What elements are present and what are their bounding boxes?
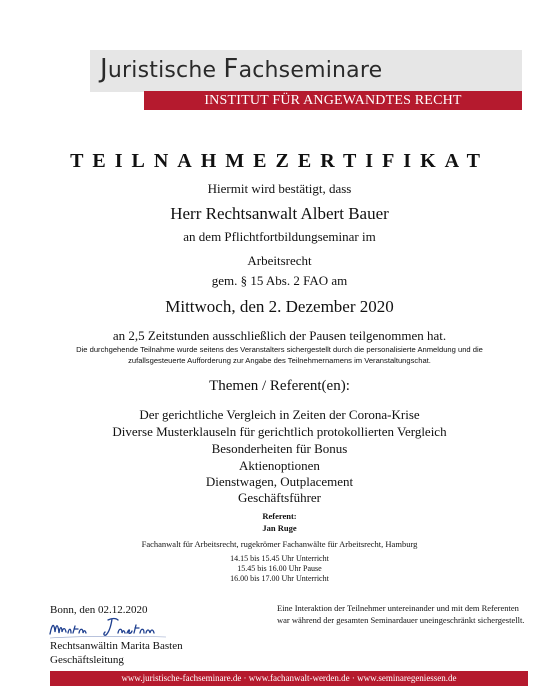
field-of-law: Arbeitsrecht	[247, 253, 312, 268]
handwritten-signature	[46, 614, 176, 642]
place-date: Bonn, den 02.12.2020	[50, 604, 148, 616]
speaker-description: Fachanwalt für Arbeitsrecht, rugekrömer Fachanwälte für Arbeitsrecht, Hamburg	[141, 539, 418, 549]
topic-item: Aktienoptionen	[239, 458, 320, 473]
signatory-role: Geschäftsleitung	[50, 654, 124, 666]
seminar-date: Mittwoch, den 2. Dezember 2020	[165, 297, 394, 316]
schedule-item: 16.00 bis 17.00 Uhr Unterricht	[230, 574, 329, 583]
footer-links: www.juristische-fachseminare.de · www.fachanwalt-werden.de · www.seminaregeniessen.de	[121, 673, 457, 683]
intro-text: Hiermit wird bestätigt, dass	[207, 181, 352, 196]
topic-item: Besonderheiten für Bonus	[211, 441, 348, 456]
regulation-line: gem. § 15 Abs. 2 FAO am	[211, 273, 348, 288]
brand-word-1: uristische	[107, 58, 224, 83]
topics-heading: Themen / Referent(en):	[209, 378, 350, 394]
certificate-title: TEILNAHMEZERTIFIKAT	[70, 150, 489, 172]
seminar-line: an dem Pflichtfortbildungseminar im	[183, 229, 376, 244]
topic-item: Geschäftsführer	[237, 490, 321, 505]
schedule-item: 15.45 bis 16.00 Uhr Pause	[237, 564, 322, 573]
participant-name: Herr Rechtsanwalt Albert Bauer	[170, 204, 389, 223]
speaker-label: Referent:	[262, 511, 297, 521]
brand-cap-f: F	[223, 54, 239, 84]
institute-label: INSTITUT FÜR ANGEWANDTES RECHT	[204, 93, 462, 108]
disclaimer-line-2: zufallsgesteuerte Aufforderung zur Angabe des Teilnehmernamens im Veranstaltungschat.	[128, 356, 431, 365]
topic-item: Dienstwagen, Outplacement	[205, 474, 354, 489]
signatory-name: Rechtsanwältin Marita Basten	[50, 640, 183, 652]
hours-line: an 2,5 Zeitstunden ausschließlich der Pausen teilgenommen hat.	[112, 328, 447, 343]
interaction-note: Eine Interaktion der Teilnehmer untereinander und mit dem Referenten war während der gesamten Seminardauer uneingeschränkt sichergestellt.	[277, 603, 525, 625]
schedule-item: 14.15 bis 15.45 Uhr Unterricht	[230, 554, 329, 563]
brand-cap-j: J	[100, 54, 108, 84]
topic-item: Diverse Musterklauseln für gerichtlich protokollierten Vergleich	[112, 424, 447, 439]
speaker-name: Jan Ruge	[262, 523, 297, 533]
brand-word-2: achseminare	[238, 58, 383, 83]
disclaimer-line-1: Die durchgehende Teilnahme wurde seitens des Veranstalters sichergestellt durch die personalisierte Anmeldung und die	[76, 345, 483, 354]
topic-item: Der gerichtliche Vergleich in Zeiten der Corona-Krise	[139, 407, 420, 422]
brand-logo-text	[100, 54, 382, 84]
